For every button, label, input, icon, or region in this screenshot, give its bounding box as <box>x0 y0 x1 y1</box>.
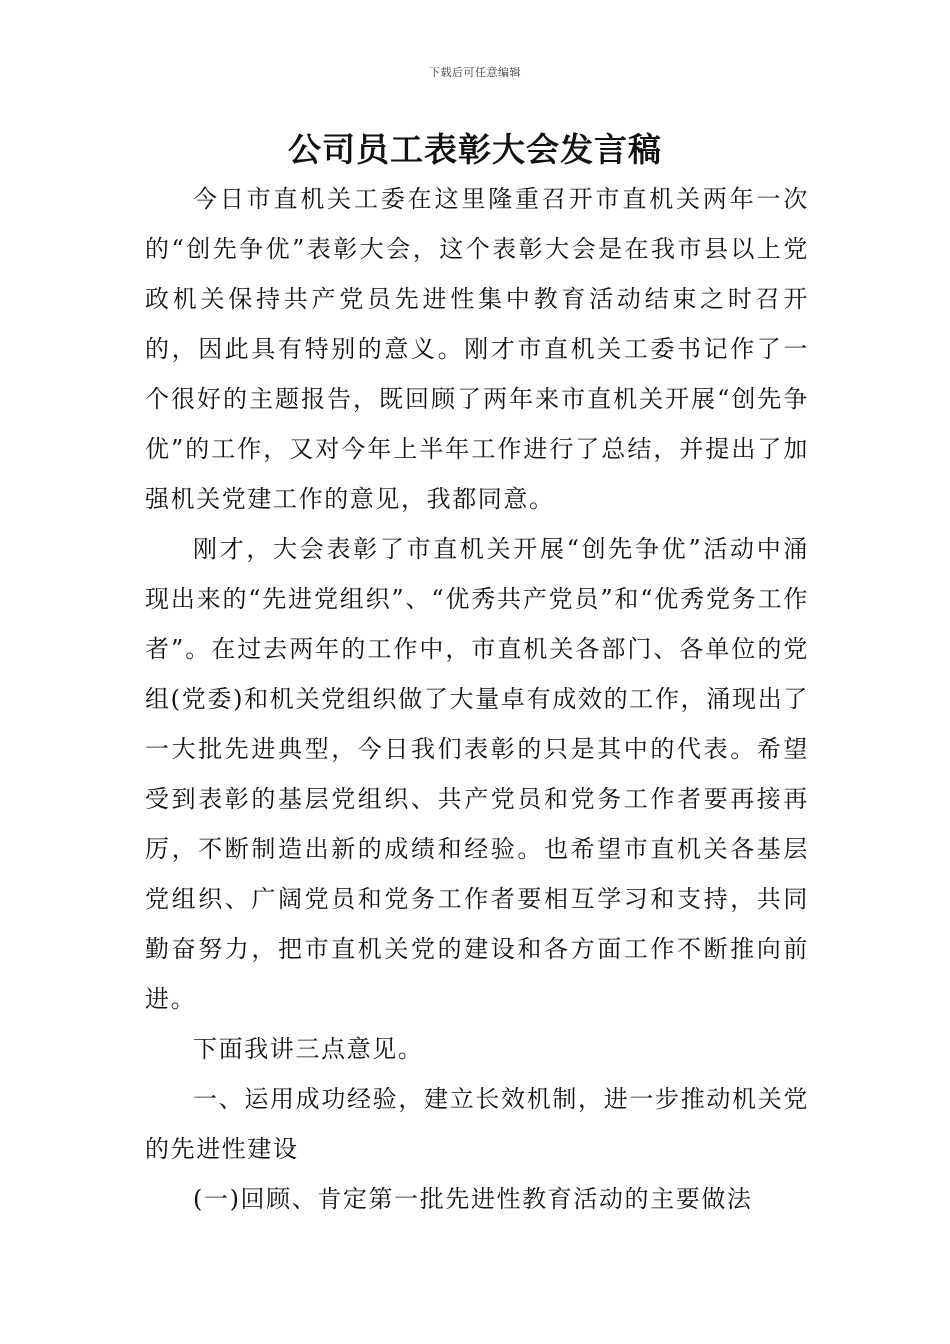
paragraph: 下面我讲三点意见。 <box>193 1035 424 1063</box>
document-title: 公司员工表彰大会发言稿 <box>288 130 662 169</box>
subsection-heading: (一)回顾、肯定第一批先进性教育活动的主要做法 <box>193 1185 753 1213</box>
document-body <box>145 174 809 1224</box>
paragraph: 今日市直机关工委在这里隆重召开市直机关两年一次的“创先争优”表彰大会，这个表彰大会是在我市县以上党政机关保持共产党员先进性集中教育活动结束之时召开的，因此具有特别的意义。刚才市直机关工委书记作了一个很好的主题报告，既回顾了两年来市直机关开展“创先争优”的工作，又对今年上半年工作进行了总结，并提出了加强机关党建工作的意见，我都同意。 <box>145 185 809 513</box>
paragraph: 刚才，大会表彰了市直机关开展“创先争优”活动中涌现出来的“先进党组织”、“优秀共产党员”和“优秀党务工作者”。在过去两年的工作中，市直机关各部门、各单位的党组(党委)和机关党组织做了大量卓有成效的工作，涌现出了一大批先进典型，今日我们表彰的只是其中的代表。希望受到表彰的基层党组织、共产党员和党务工作者要再接再厉，不断制造出新的成绩和经验。也希望市直机关各基层党组织、广阔党员和党务工作者要相互学习和支持，共同勤奋努力，把市直机关党的建设和各方面工作不断推向前进。 <box>145 535 809 1013</box>
header-note: 下载后可任意编辑 <box>429 66 521 79</box>
section-heading: 一、运用成功经验，建立长效机制，进一步推动机关党的先进性建设 <box>145 1085 809 1163</box>
